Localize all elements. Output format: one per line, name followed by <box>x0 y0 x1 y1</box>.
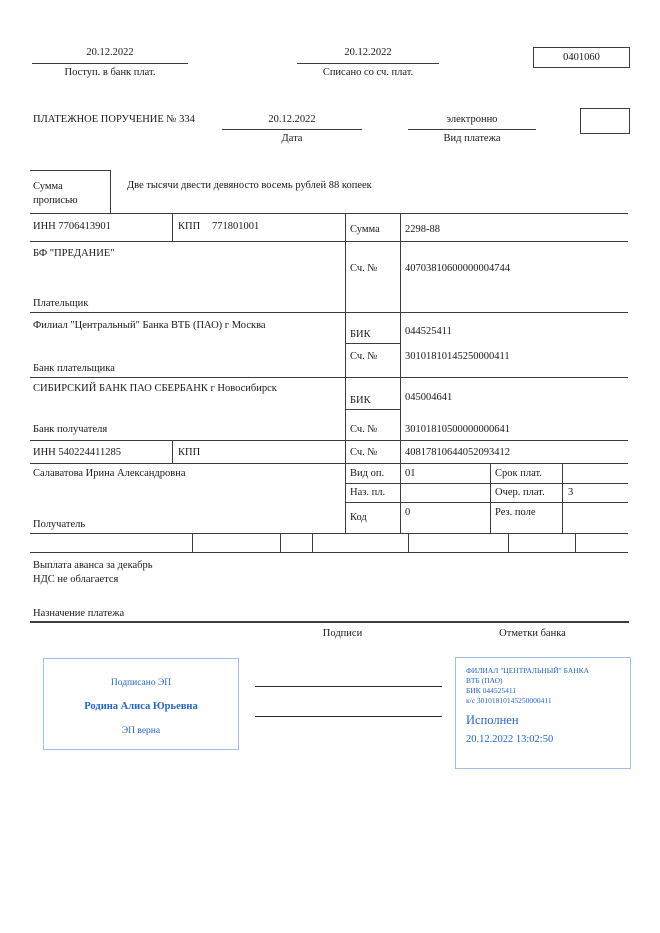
priority-value: 3 <box>568 487 574 498</box>
payment-kind-label: Вид платежа <box>443 133 501 144</box>
status-field-box <box>580 108 630 134</box>
payee-section-label: Получатель <box>33 519 86 530</box>
signed-with-es-label: Подписано ЭП <box>110 678 172 688</box>
document-title: ПЛАТЕЖНОЕ ПОРУЧЕНИЕ № 334 <box>33 114 195 125</box>
payer-bank-account: 30101810145250000411 <box>405 351 510 362</box>
payee-account-label: Сч. № <box>350 447 378 458</box>
payee-bank-section-label: Банк получателя <box>33 424 108 435</box>
signer-name: Родина Алиса Юрьевна <box>84 701 198 712</box>
stamp-status: Исполнен <box>466 713 519 727</box>
payer-inn: ИНН 7706413901 <box>33 221 111 232</box>
table-line <box>30 213 628 214</box>
table-line <box>575 533 576 552</box>
received-in-bank-label: Поступ. в банк плат. <box>64 67 156 78</box>
payee-bank-account-label: Сч. № <box>350 424 378 435</box>
signature-line <box>255 716 442 717</box>
table-line <box>312 533 313 552</box>
divider-line <box>222 129 362 130</box>
table-line <box>30 377 628 378</box>
table-line <box>30 312 628 313</box>
debited-date: 20.12.2022 <box>344 47 392 58</box>
table-line <box>408 533 409 552</box>
purpose-section-label: Назначение платежа <box>33 608 125 619</box>
purpose-code-label: Наз. пл. <box>350 487 386 498</box>
table-line <box>508 533 509 552</box>
payer-account-label: Сч. № <box>350 263 378 274</box>
op-kind-value: 01 <box>405 468 416 479</box>
code-value: 0 <box>405 507 411 518</box>
purpose-line-1: Выплата аванса за декабрь <box>33 560 153 571</box>
date-label: Дата <box>281 133 303 144</box>
reserve-field-label: Рез. поле <box>495 507 536 518</box>
op-kind-label: Вид оп. <box>350 468 385 479</box>
payer-bank-bik: 044525411 <box>405 326 452 337</box>
payment-kind-value: электронно <box>446 114 498 125</box>
sum-value: 2298-88 <box>405 224 440 235</box>
table-line <box>172 440 173 463</box>
divider-line <box>32 63 188 64</box>
payer-bank-bik-label: БИК <box>350 329 371 340</box>
table-line <box>490 463 491 533</box>
payee-account: 40817810644052093412 <box>405 447 510 458</box>
payee-bank-bik-label: БИК <box>350 395 371 406</box>
amount-words-value: Две тысячи двести девяносто восемь рублей 88 копеек <box>127 180 372 191</box>
bank-execution-stamp <box>455 657 631 769</box>
payee-name: Салаватова Ирина Александровна <box>33 468 186 479</box>
form-code: 0401060 <box>563 52 600 63</box>
table-line <box>345 343 401 344</box>
payer-account: 40703810600000004744 <box>405 263 510 274</box>
debited-label: Списано со сч. плат. <box>322 67 414 78</box>
payee-kpp-label: КПП <box>178 447 201 458</box>
electronic-signature-stamp <box>43 658 239 750</box>
stamp-bank-name-line-2: ВТБ (ПАО) <box>466 676 503 685</box>
document-date: 20.12.2022 <box>268 114 316 125</box>
payer-bank-account-label: Сч. № <box>350 351 378 362</box>
divider-line <box>297 63 439 64</box>
table-line <box>345 502 628 503</box>
table-line <box>30 533 628 534</box>
form-code-box <box>533 47 630 68</box>
table-line <box>30 440 628 441</box>
payer-name: БФ "ПРЕДАНИЕ" <box>33 248 115 259</box>
stamp-bank-name-line-1: ФИЛИАЛ "ЦЕНТРАЛЬНЫЙ" БАНКА <box>466 666 590 675</box>
payer-bank-name: Филиал "Центральный" Банка ВТБ (ПАО) г Москва <box>33 320 266 331</box>
payee-inn: ИНН 540224411285 <box>33 447 121 458</box>
payer-bank-section-label: Банк плательщика <box>33 363 115 374</box>
table-line <box>30 463 628 464</box>
signatures-header: Подписи <box>322 628 363 639</box>
purpose-underline <box>30 621 629 623</box>
stamp-datetime: 20.12.2022 13:02:50 <box>466 734 554 745</box>
table-line <box>110 170 111 213</box>
bank-marks-header: Отметки банка <box>499 628 566 639</box>
table-line <box>30 170 111 171</box>
stamp-corr-account: к/с 30101810145250000411 <box>466 696 552 705</box>
payer-kpp-label: КПП <box>178 221 201 232</box>
payer-section-label: Плательщик <box>33 298 89 309</box>
table-line <box>280 533 281 552</box>
table-line <box>30 241 628 242</box>
payee-bank-bik: 045004641 <box>405 392 453 403</box>
table-line <box>400 213 401 533</box>
es-valid-label: ЭП верна <box>121 726 161 736</box>
priority-label: Очер. плат. <box>495 487 545 498</box>
table-line <box>345 213 346 533</box>
table-line <box>172 213 173 241</box>
sum-label: Сумма <box>350 224 380 235</box>
table-line <box>345 483 628 484</box>
table-line <box>345 409 401 410</box>
received-in-bank-date: 20.12.2022 <box>86 47 134 58</box>
table-line <box>562 463 563 533</box>
purpose-line-2: НДС не облагается <box>33 574 119 585</box>
signature-line <box>255 686 442 687</box>
code-label: Код <box>350 512 367 523</box>
table-line <box>30 552 628 553</box>
due-date-label: Срок плат. <box>495 468 542 479</box>
divider-line <box>408 129 536 130</box>
payer-kpp-value: 771801001 <box>212 221 260 232</box>
payee-bank-account: 30101810500000000641 <box>405 424 510 435</box>
table-line <box>192 533 193 552</box>
payee-bank-name: СИБИРСКИЙ БАНК ПАО СБЕРБАНК г Новосибирск <box>33 383 277 394</box>
stamp-bik: БИК 044525411 <box>466 686 517 695</box>
amount-words-label: Сумма прописью <box>33 181 78 206</box>
